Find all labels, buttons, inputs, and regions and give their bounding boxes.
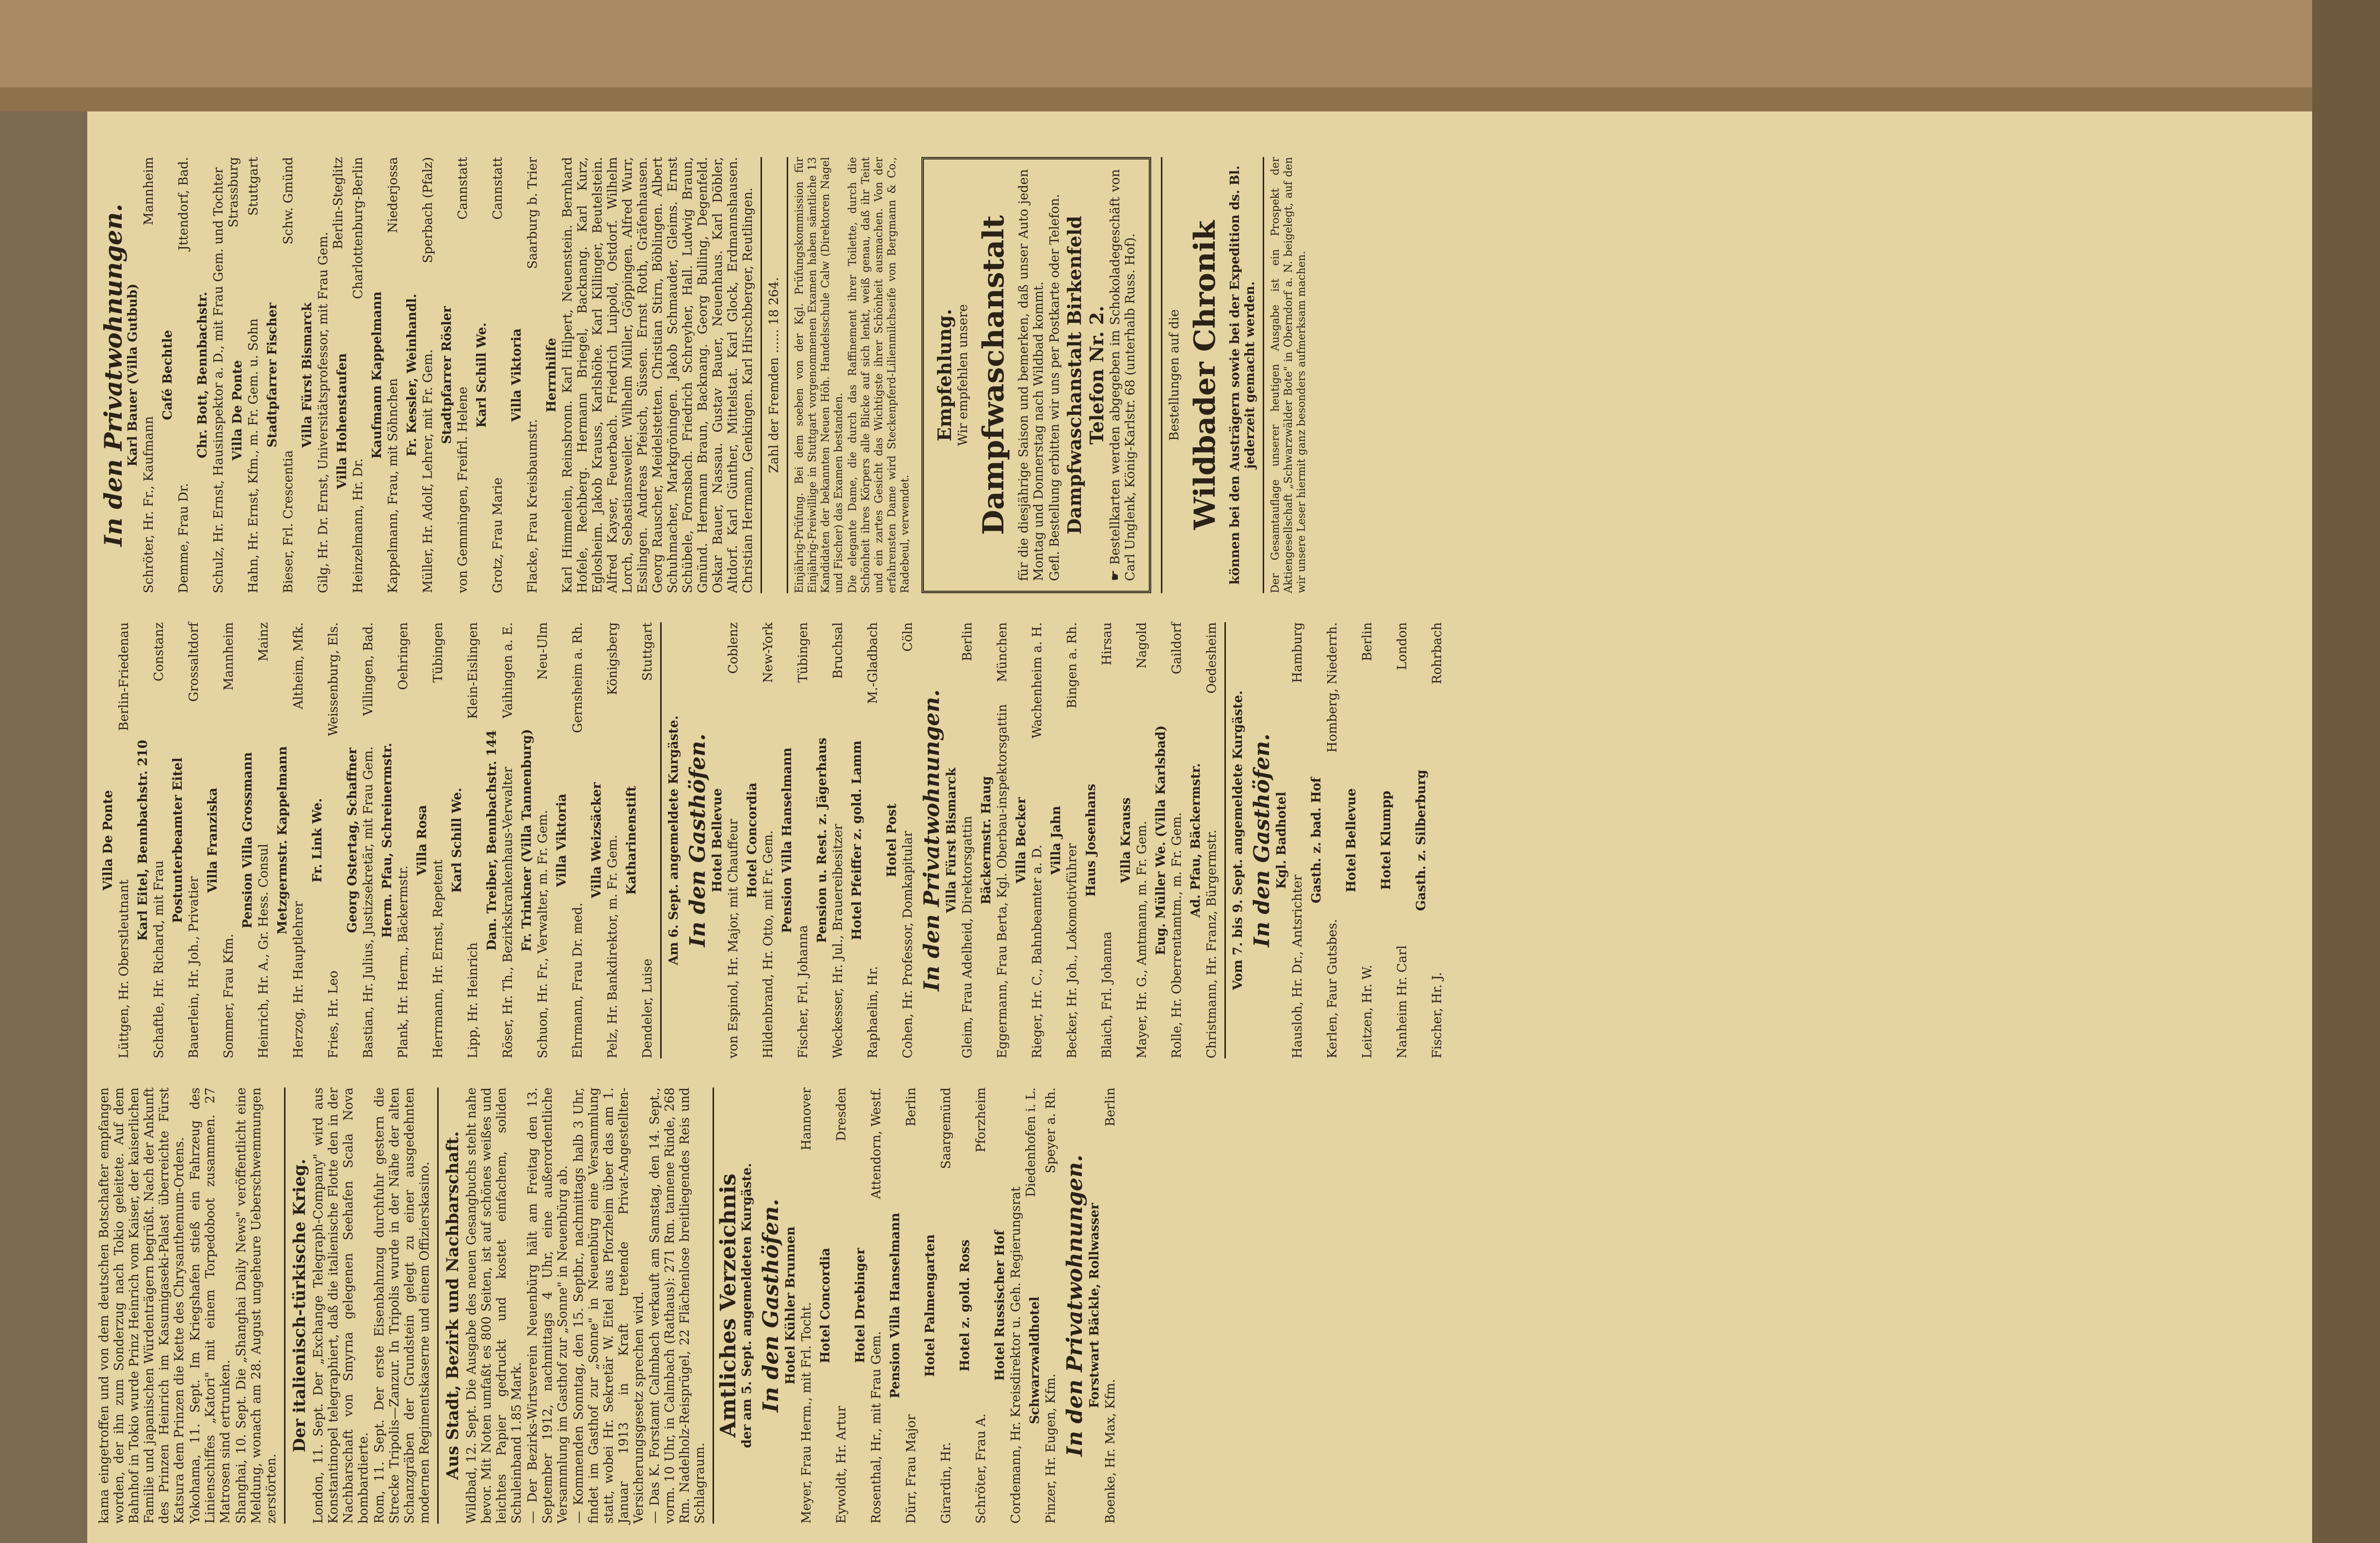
- host-name: Villa De Ponte: [101, 790, 115, 891]
- divider: [1263, 157, 1264, 593]
- guest-entry: Leitzen, Hr. W. Berlin: [1360, 622, 1375, 1058]
- guest-entry: Herrmann, Hr. Ernst, Repetent Tübingen: [431, 622, 445, 1058]
- host-name: Herm. Pfau, Schreinermstr.: [380, 742, 395, 938]
- guest-entry: Cohen, Hr. Professor, Domkapitular Cöln: [901, 622, 915, 1058]
- guest-entry: Nanheim Hr. Carl London: [1395, 622, 1410, 1058]
- hotel-name: Hotel Palmengarten: [923, 1234, 937, 1377]
- guest-entry: von Espinol, Hr. Major, mit Chauffeur Coblenz: [726, 622, 741, 1058]
- article-forstamt: — Das K. Forstamt Calmbach verkauft am Samstag, den 14. Sept., vorm. 10 Uhr, in Calmbach (Rathaus): 271 Rm. tannene Rinde, 268 Rm. Nadelholz-Reisprügel, 22 Flächenlose breitliegendes Reis und Schlagraum.: [648, 1087, 707, 1524]
- guest-entry: Schröter, Hr. Fr., Kaufmann Mannheim: [142, 157, 156, 593]
- guest-entry: Christmann, Hr. Franz, Bürgermstr. Oedesheim: [1205, 622, 1219, 1058]
- ad-saison: für die diesjährige Saison und bemerken, daß unser Auto jeden Montag und Donnerstag nach Wildbad kommt.: [1016, 169, 1046, 581]
- heading-official: Amtliches Verzeichnis: [716, 1173, 741, 1438]
- book-spine: [2312, 0, 2380, 1543]
- guest-entry: Kerlen, Faur Gutsbes. Homberg, Niederrh.: [1325, 622, 1340, 1058]
- guest-entry: Heinzelmann, Hr. Dr. Charlottenburg-Berlin: [351, 157, 365, 593]
- hotel-name: Hotel Kühler Brunnen: [783, 1226, 798, 1385]
- date-heading: Am 6. Sept. angemeldete Kurgäste.: [666, 715, 681, 965]
- host-name: Haus Josenhans: [1084, 784, 1098, 897]
- rotated-sheet: [87, 111, 2312, 1543]
- hotel-name: Pension Villa Hanselmann: [888, 1212, 903, 1399]
- host-name: Villa Viktoria: [509, 328, 524, 422]
- guest-entry: Rieger, Hr. C., Bahnbeamter a. D. Wachenheim a. H.: [1030, 622, 1045, 1058]
- advertisement-dampfwaschanstalt: [921, 157, 1151, 593]
- article-yokohama: Yokohama, 11. Sept. Im Kriegshafen stieß ein Fahrzeug des Linienschiffes „Katori" mit einem Torpedoboot zusammen. 27 Matrosen sind ertrunken.: [188, 1087, 233, 1524]
- host-name: Eug. Müller We. (Villa Karlsbad): [1154, 725, 1168, 956]
- host-name: Villa De Ponte: [230, 360, 245, 461]
- host-name: Villa Hohenstaufen: [335, 353, 349, 489]
- hotel-name: Hotel Russischer Hof: [993, 1230, 1007, 1381]
- article-london: London, 11. Sept. Der „Exchange Telegraph-Company" wird aus Konstantinopel telegraphiert, daß die italienische Flotte den in der Nachbarschaft von Smyrna gelegenen Seehafen Scala Nova bombardierte.: [311, 1087, 371, 1524]
- article-elegante-dame: Die elegante Dame, die durch das Raffinement ihrer Toilette, durch die Schönheit ihres Körpers alle Blicke auf sich lenkt, weiß genau, daß ihr Teint und ein zartes Gesicht das Wichtigste ihrer Schönheit ausmachen. Von der erfahrensten Dame wird Steckenpferd-Lilienmilchseife von Bergmann & Co., Radebeul, verwendet.: [847, 157, 911, 593]
- guest-entry: Eggermann, Frau Berta, Kgl. Oberbau-inspektorsgattin München: [995, 622, 1010, 1058]
- guest-entry: Fischer, Frl. Johanna Tübingen: [796, 622, 810, 1058]
- ad-empfehlung: Empfehlung.: [934, 309, 955, 441]
- hotel-name: Pension u. Rest. z. Jägerhaus: [815, 738, 829, 943]
- host-name: Villa Krauss: [1119, 797, 1133, 883]
- hotel-name: Hotel Klumpp: [1379, 790, 1394, 890]
- divider: [713, 1087, 714, 1524]
- host-name: Karl Schill We.: [475, 322, 489, 428]
- article-wirtsverein: — Der Bezirks-Wirtsverein Neuenbürg hält am Freitag den 13. September 1912, nachmittags 4 Uhr, eine außerordentliche Versammlung im Gasthof zur „Sonne" in Neuenbürg ab.: [525, 1087, 570, 1524]
- column-1: [97, 1087, 1119, 1524]
- host-name: Fr. Kessler, Weinhandl.: [405, 294, 419, 457]
- article-beilage: Der Gesamtauflage unserer heutigen Ausgabe ist ein Prospekt der Aktiengesellschaft „Schwarzwälder Bote" in Oberndorf a. N. beigelegt, auf den wir unsere Leser hiermit ganz besonders aufmerksam machen.: [1269, 157, 1308, 593]
- guest-entry: Eywoldt, Hr. Artur Dresden: [834, 1087, 849, 1524]
- article-versammlung: — Kommenden Sonntag, den 15. Septbr., nachmittags halb 3 Uhr, findet im Gasthof zur „Sonne" in Neuenbürg eine Versammlung statt, wobei Hr. Sekretär W. Eitel aus Pforzheim über das am 1. Januar 1913 in Kraft tretende Privat-Angestellten-Versicherungsgesetz sprechen wird.: [571, 1087, 646, 1524]
- column-2: [97, 622, 1446, 1058]
- host-name: Georg Ostertag, Schaffner: [345, 747, 360, 933]
- divider: [284, 1087, 286, 1524]
- hotel-name: Pension Villa Hanselmann: [780, 747, 794, 933]
- ad-abgabe: ☛ Bestellkarten werden abgegeben im Schokoladegeschäft von Carl Unglenk, König-Karlstr. 68 (unterhalb Russ. Hof).: [1108, 169, 1138, 581]
- host-name: Metzgermstr. Kappelmann: [275, 746, 290, 935]
- guest-entry: Müller, Hr. Adolf, Lehrer, mit Fr. Gem. Sperbach (Pfalz): [421, 157, 435, 593]
- guest-entry: Sommer, Frau Kfm. Mannheim: [222, 622, 236, 1058]
- guest-entry: Herzog, Hr. Hauptlehrer Altheim, Mfk.: [291, 622, 306, 1058]
- host-name: Villa Jahn: [1049, 805, 1063, 875]
- official-subtitle: der am 5. Sept. angemeldeten Kurgäste.: [740, 1163, 754, 1449]
- divider: [1224, 622, 1226, 1058]
- guest-entry: Dendeler, Luise Stuttgart: [640, 622, 655, 1058]
- article-rom: Rom, 11. Sept. Der erste Eisenbahnzug durchfuhr gestern die Strecke Tripolis—Zanzur. In Tripolis wurde in der Nähe der alten Schanzgräben der Grundstein gelegt zu einer ausgedehnten modernen Regimentskaserne und einem Offizierskasino.: [372, 1087, 432, 1524]
- host-name: Stadtpfarrer Fischer: [265, 302, 280, 448]
- guest-entry: Meyer, Frau Herm., mit Frl. Tocht. Hannover: [799, 1087, 814, 1524]
- guest-entry: Pinzer, Hr. Eugen, Kfm. Speyer a. Rh.: [1044, 1087, 1058, 1524]
- host-name: Pension Villa Grossmann: [240, 752, 255, 929]
- chronik-title: Wildbader Chronik: [1188, 220, 1222, 530]
- guest-entry: Grotz, Frau Marie Cannstatt: [491, 157, 505, 593]
- host-name: Herrnhilfe: [544, 338, 559, 412]
- article-einjaehrig: Einjährig-Prüfung. Bei dem soeben von der Kgl. Prüfungskommission für Einjährig-Freiwillige in Stuttgart vorgenommenen Examen haben sämtliche 13 Kandidaten der bekannten Neuen Höh. Handelsschule Calw (Direktoren Nagel und Fischer) das Examen bestanden.: [793, 157, 845, 593]
- guest-entry: Bastian, Hr. Julius, Justizsekretär, mit Frau Gem. Villingen, Bad.: [361, 622, 376, 1058]
- article-wildbad: Wildbad, 12. Sept. Die Ausgabe des neuen Gesangbuchs steht nahe bevor. Mit Noten umfaßt es 800 Seiten, ist auf schönes weißes und leichtes Papier gedruckt und kostet einfachem, soliden Schuleinband 1.85 Mark.: [464, 1087, 524, 1524]
- guest-entry: Bauerlein, Hr. Joh., Privatier Grossaltdorf: [187, 622, 201, 1058]
- host-name: Villa Becker: [1014, 797, 1029, 883]
- guest-entry: Schröter, Frau A. Pforzheim: [974, 1087, 988, 1524]
- ad-wir-empfehlen: Wir empfehlen unsere: [956, 304, 970, 446]
- hotel-name: Hotel Bellevue: [1344, 788, 1359, 893]
- guest-entry: Boenke, Hr. Max, Kfm. Berlin: [1103, 1087, 1118, 1524]
- host-name: Dan. Treiber, Bennbachstr. 144: [485, 730, 499, 951]
- hotel-name: Hotel Pfeiffer z. gold. Lamm: [850, 740, 864, 940]
- guest-entry: Demme, Frau Dr. Jttendorf, Bad.: [176, 157, 191, 593]
- guest-entry: Girardin, Hr. Saargemünd: [939, 1087, 953, 1524]
- guest-entry: Dürr, Frau Major Berlin: [904, 1087, 919, 1524]
- guest-entry: Hildenbrand, Hr. Otto, mit Fr. Gem. New-York: [761, 622, 776, 1058]
- host-name: Katharinenstift: [624, 786, 639, 895]
- ad-dampfwaschanstalt: Dampfwaschanstalt: [977, 215, 1011, 535]
- article-prince-heinrich: kama eingetroffen und von dem deutschen Botschafter empfangen worden, der ihn zum Sonderzug nach Tokio geleitete. Auf dem Bahnhof in Tokio wurde Prinz Heinrich vom Kaiser, der kaiserlichen Familie und japanischen Würdenträgern begrüßt. Nach der Ankunft des Prinzen Heinrich im Kasumigaseki-Palast überreichte Fürst Katsura dem Prinzen die Kette des Chrysanthemum-Ordens.: [97, 1087, 187, 1524]
- guest-entry: Mayer, Hr. G., Amtmann, m. Fr. Gem. Nagold: [1135, 622, 1149, 1058]
- heading-local: Aus Stadt, Bezirk und Nachbarschaft.: [443, 1131, 462, 1480]
- guest-list: Karl Himmelein, Reinsbronn. Karl Hilpert, Neuenstein. Bernhard Hofele, Rechberg. Hermann Briegel, Backnang. Karl Kurz, Eglosheim. Jakob Krauss, Karlshöhe. Karl Killinger, Beutelstein. Alfred Kayser, Feuerbach. Friedrich Luipold, Ostdorf. Wilhelm Lorch, Sebastiansweiler. Wilhelm Müller, Göppingen. Alfred Wurr, Esslingen. Andreas Pfeisch, Süssen. Ernst Roth, Gräfenhausen. Georg Rauscher, Meidelstetten. Christian Stirn, Böblingen. Albert Schuhmacher, Markgröningen. Jakob Schmauder, Gleims. Ernst Schübele, Fornsbach. Friedrich Schreyher, Hall. Ludwig Braun, Gmünd. Hermann Braun, Backnang. Georg Bulling, Degenfeld. Oskar Bauer, Nassau. Gustav Bauer, Neuenhaus. Karl Döbler, Altdorf. Karl Günther, Mittelstat. Karl Glock, Erdmannshausen. Christian Hermann, Genkingen. Karl Hirschberger, Reutlingen.: [560, 157, 755, 593]
- heading-privat: In den Privatwohnungen.: [99, 204, 127, 547]
- guest-entry: Pelz, Hr. Bankdirektor, m. Fr. Gem. Königsberg: [605, 622, 620, 1058]
- book-page-edge-shadow: [0, 87, 2380, 111]
- host-name: Café Bechtle: [160, 330, 175, 420]
- guest-entry: Gilg, Hr. Dr. Ernst, Universitätsprofessor, mit Frau Gem. Berlin-Steglitz: [316, 157, 346, 593]
- host-name: Postunterbeamter Eitel: [171, 757, 185, 923]
- hotel-name: Hotel z. gold. Ross: [958, 1239, 972, 1372]
- guest-entry: Raphaelin, Hr. M.-Gladbach: [866, 622, 880, 1058]
- host-name: Villa Rosa: [415, 805, 429, 876]
- guest-entry: Lüttgen, Hr. Oberstleutnant Berlin-Friedenau: [117, 622, 131, 1058]
- divider: [1161, 157, 1162, 593]
- host-name: Forstwart Bäckle, Rollwasser: [1087, 1203, 1102, 1408]
- pointing-hand-icon: ☛: [1108, 569, 1123, 581]
- host-name: Karl Eitel, Bennbachstr. 210: [136, 740, 150, 941]
- guest-entry: Kappelmann, Frau, mit Söhnchen Niederjossa: [386, 157, 400, 593]
- host-name: Villa Franziska: [206, 787, 220, 893]
- host-name: Villa Fürst Bismarck: [300, 302, 315, 448]
- divider: [787, 157, 788, 593]
- guest-entry: Flacke, Frau Kreisbaumstr. Saarburg b. Trier: [525, 157, 540, 593]
- guest-entry: Ehrmann, Frau Dr. med. Gernsheim a. Rh.: [571, 622, 585, 1058]
- hotel-name: Gasth. z. bad. Hof: [1309, 777, 1324, 903]
- guest-entry: Lipp, Hr. Heinrich Klein-Eislingen: [466, 622, 480, 1058]
- host-name: Karl Bauer (Villa Gutbub): [126, 283, 140, 467]
- hotel-name: Hotel Concordia: [745, 782, 760, 898]
- guest-entry: Weckesser, Hr. Jul., Brauereibesitzer Bruchsal: [831, 622, 845, 1058]
- guest-entry: Rosenthal, Hr., mit Frau Gem. Attendorn, Westf.: [869, 1087, 884, 1524]
- host-name: Ad. Pfau, Bäckermstr.: [1189, 763, 1203, 918]
- guest-entry: Fries, Hr. Leo Weissenburg, Els.: [326, 622, 341, 1058]
- heading-privat: In den Privatwohnungen.: [1063, 1154, 1087, 1457]
- heading-war: Der italienisch-türkische Krieg.: [290, 1159, 309, 1452]
- host-name: Bäckermstr. Haug: [979, 776, 994, 905]
- host-name: Fr. Trinkner (Villa Tannenburg): [520, 729, 534, 952]
- column-3: [97, 157, 1309, 593]
- guest-entry: Hahn, Hr. Ernst, Kfm., m. Fr. Gem. u. Sohn Stuttgart: [246, 157, 261, 593]
- heading-gasthoefen: In den Gasthöfen.: [685, 733, 710, 947]
- hotel-name: Kgl. Badhotel: [1274, 791, 1289, 889]
- host-name: Fr. Link We.: [310, 798, 325, 883]
- hotel-name: Gasth. z. Silberburg: [1414, 770, 1428, 911]
- guest-entry: Hausloh, Hr. Dr., Antsrichter Hamburg: [1290, 622, 1305, 1058]
- divider: [761, 157, 762, 593]
- host-name: Chr. Bott, Bennbachstr.: [195, 292, 210, 458]
- heading-gasthoefen: In den Gasthöfen.: [759, 1198, 783, 1413]
- hotel-name: Schwarzwaldhotel: [1028, 1296, 1042, 1424]
- host-name: Villa Fürst Bismarck: [944, 768, 959, 913]
- host-name: Villa Weizsäcker: [589, 782, 604, 898]
- visitor-count: Zahl der Fremden ...... 18 264.: [767, 277, 781, 473]
- host-name: Villa Viktoria: [555, 793, 569, 887]
- newspaper-page: [87, 111, 2312, 1543]
- guest-entry: Heinrich, Hr. A., Gr. Hess. Consul Mainz: [256, 622, 271, 1058]
- guest-entry: von Gemmingen, Freifrl. Helene Cannstatt: [456, 157, 470, 593]
- guest-entry: Schuon, Hr. Fr., Verwalter, m. Fr. Gem. Neu-Ulm: [536, 622, 550, 1058]
- article-shanghai: Shanghai, 10. Sept. Die „Shanghai Daily News" veröffentlicht eine Meldung, wonach am 28. August ungeheure Ueberschwemmungen zerstörten.: [234, 1087, 279, 1524]
- ad-birkenfeld: Dampfwaschanstalt Birkenfeld: [1063, 216, 1085, 535]
- hotel-name: Hotel Drebinger: [853, 1248, 868, 1363]
- host-name: Kaufmann Kappelmann: [370, 291, 384, 459]
- host-name: Stadtpfarrer Rösler: [440, 306, 454, 444]
- ad-telefon: Telefon Nr. 2.: [1086, 305, 1108, 445]
- guest-entry: Cordemann, Hr. Kreisdirektor u. Geh. Regierungsrat Diedenhofen i. L.: [1009, 1087, 1038, 1524]
- advertisement-chronik: [1167, 157, 1258, 593]
- divider: [437, 1087, 439, 1524]
- guest-entry: Rolle, Hr. Oberrentamtm., m. Fr. Gem. Gaildorf: [1170, 622, 1184, 1058]
- host-name: Karl Schill We.: [450, 787, 464, 893]
- hotel-name: Hotel Concordia: [818, 1247, 833, 1364]
- guest-entry: Schaftle, Hr. Richard, mit Frau Constanz: [152, 622, 166, 1058]
- heading-privat: In den Privatwohnungen.: [920, 689, 944, 992]
- chronik-text: können bei den Austrägern sowie bei der Expedition ds. Bl. jederzeit gemacht werden.: [1228, 165, 1257, 585]
- date-heading: Vom 7. bis 9. Sept. angemeldete Kurgäste.: [1231, 690, 1245, 991]
- guest-entry: Fischer, Hr. J. Rohrbach: [1430, 622, 1444, 1058]
- guest-entry: Plank, Hr. Herm., Bäckermstr. Oehringen: [396, 622, 411, 1058]
- guest-entry: Schulz, Hr. Ernst, Hausinspektor a. D., mit Frau Gem. und Tochter Strassburg: [211, 157, 241, 593]
- guest-entry: Gleim, Frau Adelheid, Direktorsgattin Berlin: [960, 622, 975, 1058]
- hotel-name: Hotel Bellevue: [710, 788, 725, 893]
- hotel-name: Hotel Post: [885, 803, 899, 878]
- chronik-intro: Bestellungen auf die: [1167, 309, 1182, 441]
- ad-bestellung: Gefl. Bestellung erbitten wir uns per Postkarte oder Telefon.: [1047, 194, 1062, 581]
- guest-entry: Röser, Hr. Th., Bezirkskrankenhaus-Verwalter Vaihingen a. E.: [501, 622, 515, 1058]
- guest-entry: Blaich, Frl. Johanna Hirsau: [1100, 622, 1114, 1058]
- guest-entry: Bieser, Frl. Crescentia Schw. Gmünd: [281, 157, 296, 593]
- guest-entry: Becker, Hr. Joh., Lokomotivführer Bingen a. Rh.: [1065, 622, 1079, 1058]
- heading-gasthoefen: In den Gasthöfen.: [1250, 733, 1274, 947]
- divider: [660, 622, 662, 1058]
